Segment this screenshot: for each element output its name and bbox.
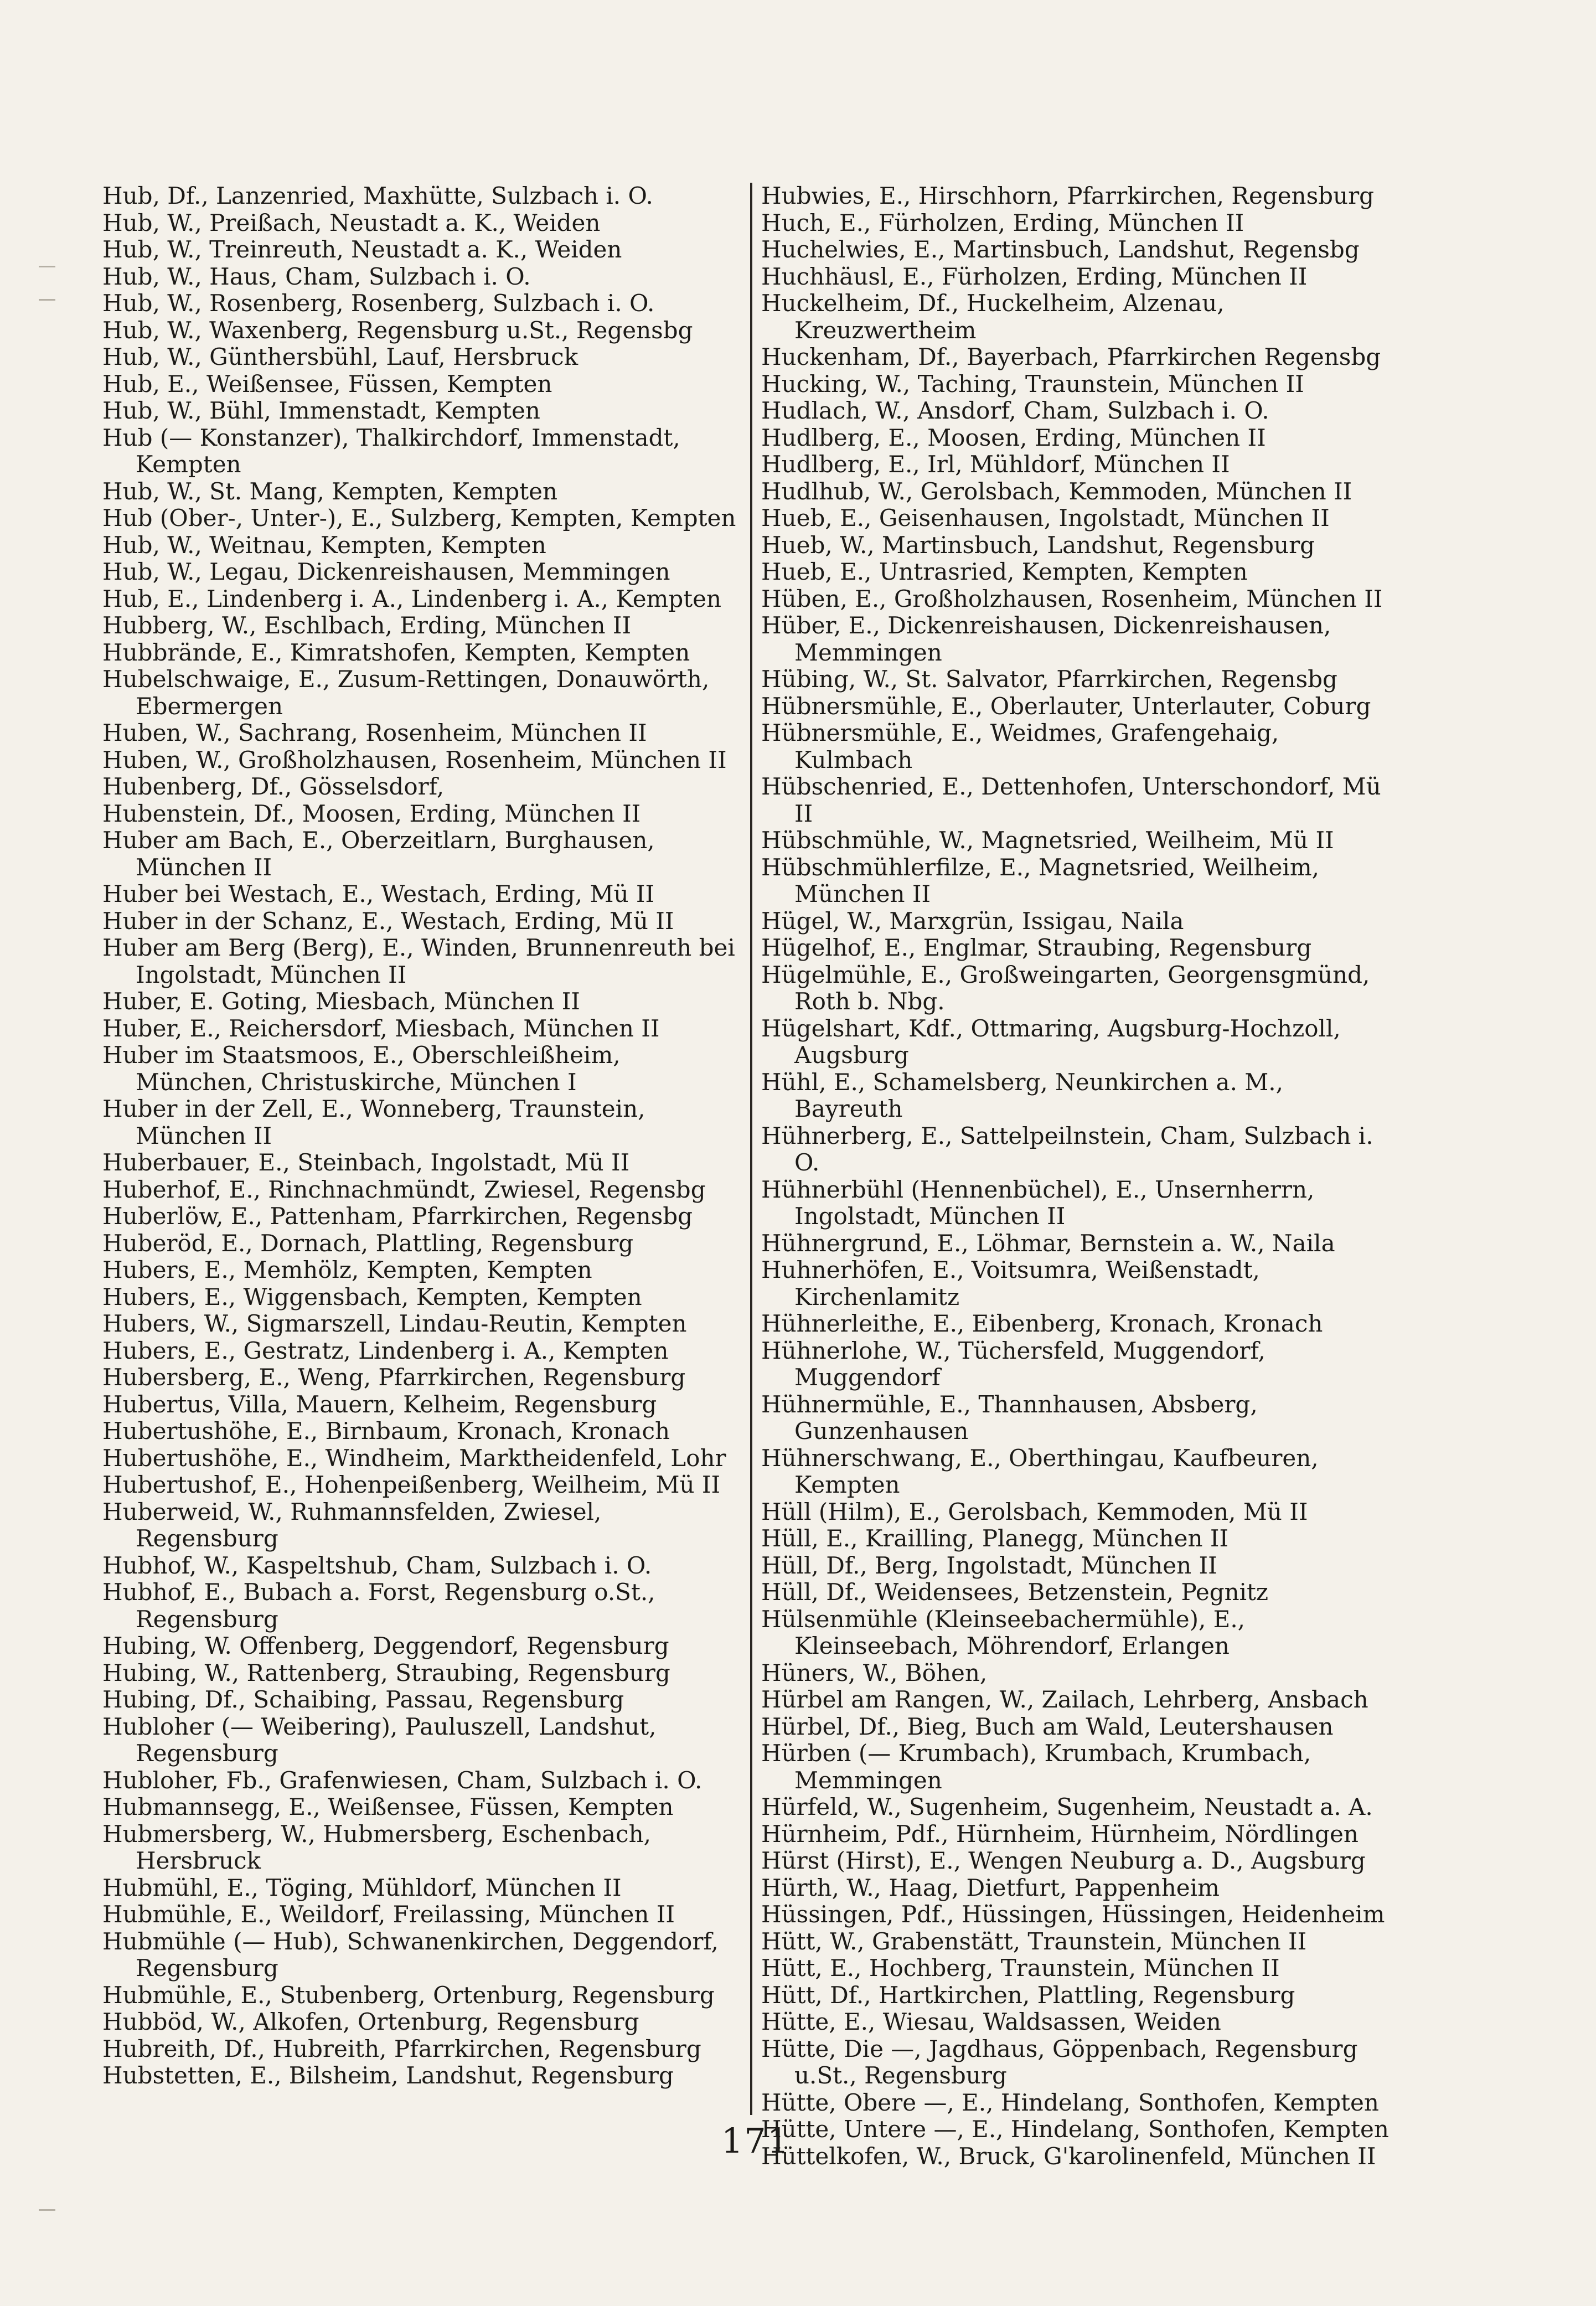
- directory-entry: Huber am Bach, E., Oberzeitlarn, Burghausen, München II: [102, 827, 655, 881]
- directory-entry: Huber am Berg (Berg), E., Winden, Brunnenreuth bei Ingolstadt, München II: [102, 934, 735, 988]
- directory-entry: Hügelhof, E., Englmar, Straubing, Regensburg: [761, 934, 1312, 961]
- margin-mark: [39, 299, 55, 301]
- directory-entry: Hubbrände, E., Kimratshofen, Kempten, Kempten: [102, 638, 690, 666]
- directory-entry: Hürst (Hirst), E., Wengen Neuburg a. D., Augsburg: [761, 1847, 1366, 1874]
- directory-entry: Huber in der Schanz, E., Westach, Erding, Mü II: [102, 907, 674, 935]
- directory-entry: Hubmühle (— Hub), Schwanenkirchen, Deggendorf, Regensburg: [102, 1927, 719, 1982]
- directory-entry: Hub, E., Lindenberg i. A., Lindenberg i. A., Kempten: [102, 585, 722, 612]
- directory-entry: Huckelheim, Df., Huckelheim, Alzenau, Kreuzwertheim: [761, 290, 1225, 344]
- directory-entry: Hütte, Untere —, E., Hindelang, Sonthofen, Kempten: [761, 2116, 1389, 2143]
- directory-entry: Huberweid, W., Ruhmannsfelden, Zwiesel, Regensburg: [102, 1498, 602, 1552]
- directory-entry: Hubers, E., Wiggensbach, Kempten, Kempten: [102, 1283, 642, 1311]
- directory-entry: Hudlberg, E., Moosen, Erding, München II: [761, 424, 1266, 451]
- directory-entry: Hütt, E., Hochberg, Traunstein, München II: [761, 1954, 1280, 1982]
- directory-entry: Hürfeld, W., Sugenheim, Sugenheim, Neustadt a. A.: [761, 1793, 1373, 1820]
- directory-entry: Hühnerschwang, E., Oberthingau, Kaufbeuren, Kempten: [761, 1444, 1319, 1498]
- directory-entry: Huberöd, E., Dornach, Plattling, Regensburg: [102, 1229, 634, 1257]
- directory-entry: Hütte, E., Wiesau, Waldsassen, Weiden: [761, 2008, 1221, 2035]
- directory-entry: Hühnergrund, E., Löhmar, Bernstein a. W., Naila: [761, 1229, 1335, 1257]
- left-column: [102, 183, 739, 2115]
- directory-entry: Hub, W., Legau, Dickenreishausen, Memmingen: [102, 558, 670, 585]
- directory-entry: Hubmühle, E., Weildorf, Freilassing, München II: [102, 1901, 675, 1928]
- directory-entry: Huckenham, Df., Bayerbach, Pfarrkirchen Regensbg: [761, 343, 1381, 370]
- directory-entry: Hub (— Konstanzer), Thalkirchdorf, Immenstadt, Kempten: [102, 424, 680, 478]
- directory-entry: Hubmannsegg, E., Weißensee, Füssen, Kempten: [102, 1793, 674, 1820]
- directory-entry: Hubertushöhe, E., Windheim, Marktheidenfeld, Lohr: [102, 1444, 726, 1472]
- directory-entry: Hudlberg, E., Irl, Mühldorf, München II: [761, 451, 1230, 478]
- directory-entry: Hudlhub, W., Gerolsbach, Kemmoden, München II: [761, 477, 1352, 505]
- directory-entry: Hüttelkofen, W., Bruck, G'karolinenfeld, München II: [761, 2142, 1376, 2170]
- directory-entry: Hub, W., Rosenberg, Rosenberg, Sulzbach i. O.: [102, 290, 655, 317]
- directory-entry: Hüners, W., Böhen,: [761, 1659, 988, 1686]
- page-number: 171: [721, 2121, 791, 2161]
- directory-entry: Hügelmühle, E., Großweingarten, Georgensgmünd, Roth b. Nbg.: [761, 961, 1370, 1015]
- directory-entry: Hüll, Df., Weidensees, Betzenstein, Pegnitz: [761, 1578, 1269, 1606]
- directory-entry: Hüll (Hilm), E., Gerolsbach, Kemmoden, Mü II: [761, 1498, 1308, 1525]
- directory-entry: Hühnerbühl (Hennenbüchel), E., Unsernherrn, Ingolstadt, München II: [761, 1175, 1315, 1230]
- directory-entry: Hürbel am Rangen, W., Zailach, Lehrberg, Ansbach: [761, 1686, 1368, 1713]
- directory-entry: Hubelschwaige, E., Zusum-Rettingen, Donauwörth, Ebermergen: [102, 666, 710, 720]
- directory-entry: Huhnerhöfen, E., Voitsumra, Weißenstadt, Kirchenlamitz: [761, 1256, 1260, 1311]
- directory-entry: Huberbauer, E., Steinbach, Ingolstadt, Mü II: [102, 1149, 630, 1176]
- directory-entry: Hühnerberg, E., Sattelpeilnstein, Cham, Sulzbach i. O.: [761, 1122, 1373, 1176]
- directory-entry: Hubenberg, Df., Gösselsdorf,: [102, 773, 445, 800]
- directory-entry: Huchhäusl, E., Fürholzen, Erding, München II: [761, 262, 1308, 290]
- directory-entry: Hubstetten, E., Bilsheim, Landshut, Regensburg: [102, 2062, 674, 2089]
- directory-entry: Huben, W., Sachrang, Rosenheim, München II: [102, 719, 647, 746]
- directory-entry: Huchelwies, E., Martinsbuch, Landshut, Regensbg: [761, 236, 1360, 263]
- directory-entry: Hubers, W., Sigmarszell, Lindau-Reutin, Kempten: [102, 1310, 687, 1337]
- directory-entry: Huben, W., Großholzhausen, Rosenheim, München II: [102, 746, 727, 773]
- directory-entry: Hub, W., St. Mang, Kempten, Kempten: [102, 477, 558, 505]
- directory-entry: Hucking, W., Taching, Traunstein, München II: [761, 370, 1304, 398]
- directory-entry: Hubing, W. Offenberg, Deggendorf, Regensburg: [102, 1632, 669, 1659]
- directory-entry: Huber in der Zell, E., Wonneberg, Traunstein, München II: [102, 1095, 645, 1149]
- directory-entry: Hütte, Obere —, E., Hindelang, Sonthofen, Kempten: [761, 2088, 1379, 2116]
- directory-entry: Hüll, Df., Berg, Ingolstadt, München II: [761, 1551, 1217, 1579]
- directory-entry: Hubing, W., Rattenberg, Straubing, Regensburg: [102, 1659, 670, 1686]
- directory-entry: Hubmühl, E., Töging, Mühldorf, München II: [102, 1874, 622, 1901]
- margin-mark: [39, 266, 55, 267]
- directory-entry: Hubböd, W., Alkofen, Ortenburg, Regensburg: [102, 2008, 639, 2035]
- directory-entry: Hüll, E., Krailling, Planegg, München II: [761, 1525, 1229, 1552]
- directory-entry: Hub, W., Bühl, Immenstadt, Kempten: [102, 397, 540, 424]
- directory-entry: Huber im Staatsmoos, E., Oberschleißheim, München, Christuskirche, München I: [102, 1041, 621, 1096]
- directory-entry: Huberhof, E., Rinchnachmündt, Zwiesel, Regensbg: [102, 1175, 706, 1203]
- directory-entry: Hubertushöhe, E., Birnbaum, Kronach, Kronach: [102, 1417, 670, 1445]
- directory-entry: Hubertus, Villa, Mauern, Kelheim, Regensburg: [102, 1390, 657, 1418]
- directory-entry: Hürbel, Df., Bieg, Buch am Wald, Leutershausen: [761, 1712, 1334, 1740]
- directory-entry: Hubers, E., Gestratz, Lindenberg i. A., Kempten: [102, 1337, 669, 1364]
- directory-entry: Hütte, Die —, Jagdhaus, Göppenbach, Regensburg u.St., Regensburg: [761, 2035, 1358, 2089]
- directory-entry: Huberlöw, E., Pattenham, Pfarrkirchen, Regensbg: [102, 1203, 693, 1230]
- directory-entry: Hubloher, Fb., Grafenwiesen, Cham, Sulzbach i. O.: [102, 1766, 703, 1794]
- directory-entry: Hub, W., Weitnau, Kempten, Kempten: [102, 531, 546, 559]
- directory-entry: Huch, E., Fürholzen, Erding, München II: [761, 209, 1244, 236]
- directory-entry: Hühnerleithe, E., Eibenberg, Kronach, Kronach: [761, 1310, 1323, 1337]
- directory-entry: Hürnheim, Pdf., Hürnheim, Hürnheim, Nördlingen: [761, 1820, 1359, 1848]
- directory-entry: Hügel, W., Marxgrün, Issigau, Naila: [761, 907, 1184, 935]
- directory-entry: Hubberg, W., Eschlbach, Erding, München II: [102, 612, 632, 639]
- directory-entry: Hürth, W., Haag, Dietfurt, Pappenheim: [761, 1874, 1220, 1901]
- directory-entry: Huber bei Westach, E., Westach, Erding, Mü II: [102, 880, 655, 907]
- directory-entry: Hubing, Df., Schaibing, Passau, Regensburg: [102, 1686, 624, 1713]
- directory-entry: Hütt, W., Grabenstätt, Traunstein, München II: [761, 1927, 1307, 1955]
- margin-mark: [39, 2209, 55, 2211]
- directory-entry: Hülsenmühle (Kleinseebachermühle), E., Kleinseebach, Möhrendorf, Erlangen: [761, 1605, 1246, 1659]
- directory-entry: Hub, W., Günthersbühl, Lauf, Hersbruck: [102, 343, 579, 370]
- directory-entry: Hub, W., Treinreuth, Neustadt a. K., Weiden: [102, 236, 622, 263]
- directory-entry: Hub, Df., Lanzenried, Maxhütte, Sulzbach i. O.: [102, 182, 653, 209]
- directory-entry: Hub, E., Weißensee, Füssen, Kempten: [102, 370, 552, 398]
- directory-entry: Hüben, E., Großholzhausen, Rosenheim, München II: [761, 585, 1383, 612]
- directory-entry: Hub, W., Waxenberg, Regensburg u.St., Regensbg: [102, 316, 693, 344]
- directory-entry: Hügelshart, Kdf., Ottmaring, Augsburg-Hochzoll, Augsburg: [761, 1014, 1341, 1069]
- directory-entry: Hueb, W., Martinsbuch, Landshut, Regensburg: [761, 531, 1315, 559]
- directory-entry: Hubersberg, E., Weng, Pfarrkirchen, Regensburg: [102, 1364, 686, 1391]
- directory-entry: Hühnermühle, E., Thannhausen, Absberg, Gunzenhausen: [761, 1390, 1258, 1445]
- directory-entry: Hudlach, W., Ansdorf, Cham, Sulzbach i. O.: [761, 397, 1269, 424]
- directory-entry: Hueb, E., Untrasried, Kempten, Kempten: [761, 558, 1248, 585]
- directory-entry: Hubmühle, E., Stubenberg, Ortenburg, Regensburg: [102, 1981, 715, 2009]
- directory-entry: Hubertushof, E., Hohenpeißenberg, Weilheim, Mü II: [102, 1471, 721, 1498]
- directory-page: [102, 183, 1409, 2187]
- directory-entry: Hubenstein, Df., Moosen, Erding, München II: [102, 799, 641, 827]
- directory-entry: Hubhof, W., Kaspeltshub, Cham, Sulzbach i. O.: [102, 1551, 652, 1579]
- directory-entry: Hühl, E., Schamelsberg, Neunkirchen a. M., Bayreuth: [761, 1068, 1283, 1122]
- directory-entry: Huber, E. Goting, Miesbach, München II: [102, 988, 580, 1015]
- directory-entry: Hütt, Df., Hartkirchen, Plattling, Regensburg: [761, 1981, 1295, 2009]
- directory-entry: Hubloher (— Weibering), Pauluszell, Landshut, Regensburg: [102, 1712, 657, 1767]
- directory-entry: Hüssingen, Pdf., Hüssingen, Hüssingen, Heidenheim: [761, 1901, 1385, 1928]
- directory-entry: Hühnerlohe, W., Tüchersfeld, Muggendorf, Muggendorf: [761, 1337, 1266, 1391]
- directory-entry: Hübschmühlerfilze, E., Magnetsried, Weilheim, München II: [761, 853, 1320, 907]
- directory-entry: Hub, W., Haus, Cham, Sulzbach i. O.: [102, 262, 531, 290]
- directory-entry: Hubers, E., Memhölz, Kempten, Kempten: [102, 1256, 592, 1283]
- directory-entry: Hueb, E., Geisenhausen, Ingolstadt, München II: [761, 504, 1330, 532]
- directory-entry: Hubreith, Df., Hubreith, Pfarrkirchen, Regensburg: [102, 2035, 701, 2062]
- directory-entry: Hübnersmühle, E., Weidmes, Grafengehaig, Kulmbach: [761, 719, 1279, 773]
- directory-entry: Hübnersmühle, E., Oberlauter, Unterlauter, Coburg: [761, 692, 1371, 720]
- directory-entry: Hübschmühle, W., Magnetsried, Weilheim, Mü II: [761, 827, 1334, 854]
- directory-entry: Hub (Ober-, Unter-), E., Sulzberg, Kempten, Kempten: [102, 504, 736, 532]
- directory-entry: Hubwies, E., Hirschhorn, Pfarrkirchen, Regensburg: [761, 182, 1375, 209]
- directory-entry: Hüber, E., Dickenreishausen, Dickenreishausen, Memmingen: [761, 612, 1331, 666]
- right-column: [761, 182, 1398, 2170]
- column-divider: [750, 183, 752, 2115]
- directory-entry: Hubmersberg, W., Hubmersberg, Eschenbach, Hersbruck: [102, 1820, 651, 1874]
- directory-entry: Hürben (— Krumbach), Krumbach, Krumbach, Memmingen: [761, 1740, 1311, 1794]
- directory-entry: Hub, W., Preißach, Neustadt a. K., Weiden: [102, 209, 601, 236]
- directory-entry: Hübschenried, E., Dettenhofen, Unterschondorf, Mü II: [761, 773, 1381, 827]
- directory-entry: Hübing, W., St. Salvator, Pfarrkirchen, Regensbg: [761, 666, 1337, 693]
- directory-entry: Huber, E., Reichersdorf, Miesbach, München II: [102, 1014, 660, 1042]
- directory-entry: Hubhof, E., Bubach a. Forst, Regensburg o.St., Regensburg: [102, 1578, 655, 1633]
